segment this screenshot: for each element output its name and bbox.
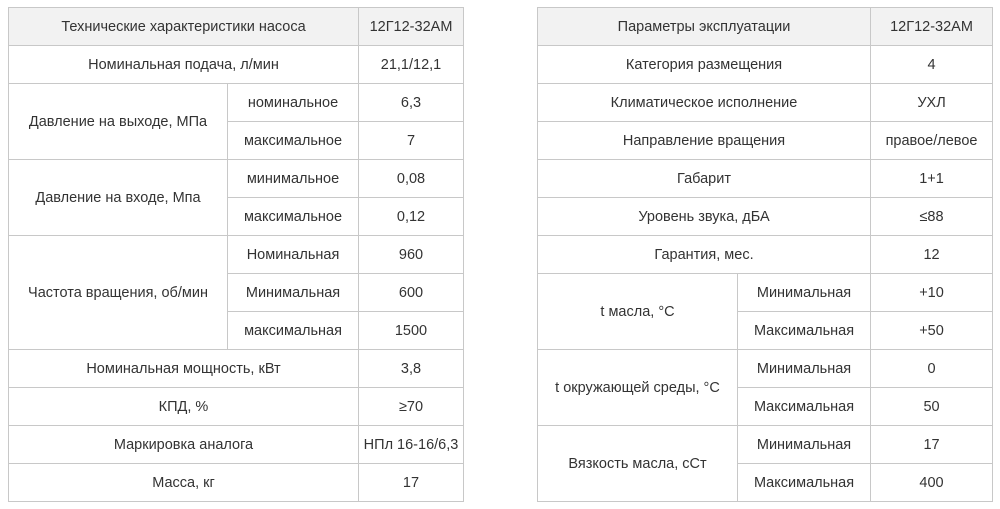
row-value: 21,1/12,1 — [359, 46, 464, 84]
sub-label: Минимальная — [228, 274, 359, 312]
sub-label: максимальная — [228, 312, 359, 350]
table-row — [9, 160, 464, 198]
row-value: ≤88 — [871, 198, 993, 236]
table-row — [9, 426, 464, 464]
header-model: 12Г12-32АМ — [359, 8, 464, 46]
group-label: Частота вращения, об/мин — [9, 236, 228, 350]
row-value: УХЛ — [871, 84, 993, 122]
row-value: 1500 — [359, 312, 464, 350]
row-value: НПл 16-16/6,3 — [359, 426, 464, 464]
table-row — [538, 350, 993, 388]
row-value: 3,8 — [359, 350, 464, 388]
sub-label: Минимальная — [738, 350, 871, 388]
table-row — [9, 388, 464, 426]
row-value: 400 — [871, 464, 993, 502]
row-value: 12 — [871, 236, 993, 274]
row-value: 17 — [359, 464, 464, 502]
group-label: Вязкость масла, сСт — [538, 426, 738, 502]
sub-label: Максимальная — [738, 464, 871, 502]
row-value: 50 — [871, 388, 993, 426]
sub-label: максимальное — [228, 122, 359, 160]
table-row — [538, 274, 993, 312]
row-label: Уровень звука, дБА — [538, 198, 871, 236]
row-value: 0,12 — [359, 198, 464, 236]
row-value: +50 — [871, 312, 993, 350]
table-row — [538, 198, 993, 236]
sub-label: максимальное — [228, 198, 359, 236]
table-header-row — [9, 8, 464, 46]
operation-params-table — [537, 7, 993, 502]
table-row — [9, 46, 464, 84]
row-value: 17 — [871, 426, 993, 464]
row-label: Номинальная подача, л/мин — [9, 46, 359, 84]
row-label: Гарантия, мес. — [538, 236, 871, 274]
table-row — [538, 46, 993, 84]
sub-label: Минимальная — [738, 426, 871, 464]
sub-label: минимальное — [228, 160, 359, 198]
row-value: 4 — [871, 46, 993, 84]
table-row — [538, 160, 993, 198]
header-model: 12Г12-32АМ — [871, 8, 993, 46]
row-label: КПД, % — [9, 388, 359, 426]
table-header-row — [538, 8, 993, 46]
table-row — [538, 122, 993, 160]
table-row — [9, 464, 464, 502]
group-label: t окружающей среды, °С — [538, 350, 738, 426]
sub-label: Минимальная — [738, 274, 871, 312]
group-label: t масла, °С — [538, 274, 738, 350]
row-value: 0,08 — [359, 160, 464, 198]
row-label: Номинальная мощность, кВт — [9, 350, 359, 388]
row-value: 600 — [359, 274, 464, 312]
row-label: Направление вращения — [538, 122, 871, 160]
row-value: 960 — [359, 236, 464, 274]
row-label: Климатическое исполнение — [538, 84, 871, 122]
table-row — [538, 426, 993, 464]
header-param: Технические характеристики насоса — [9, 8, 359, 46]
row-value: правое/левое — [871, 122, 993, 160]
table-row — [9, 84, 464, 122]
row-value: 0 — [871, 350, 993, 388]
row-value: 1+1 — [871, 160, 993, 198]
header-param: Параметры эксплуатации — [538, 8, 871, 46]
row-value: 7 — [359, 122, 464, 160]
sub-label: номинальное — [228, 84, 359, 122]
sub-label: Максимальная — [738, 388, 871, 426]
table-row — [538, 84, 993, 122]
row-label: Маркировка аналога — [9, 426, 359, 464]
row-label: Масса, кг — [9, 464, 359, 502]
row-value: 6,3 — [359, 84, 464, 122]
table-row — [538, 236, 993, 274]
group-label: Давление на входе, Мпа — [9, 160, 228, 236]
row-label: Габарит — [538, 160, 871, 198]
table-row — [9, 350, 464, 388]
row-label: Категория размещения — [538, 46, 871, 84]
row-value: ≥70 — [359, 388, 464, 426]
group-label: Давление на выходе, МПа — [9, 84, 228, 160]
sub-label: Максимальная — [738, 312, 871, 350]
table-row — [9, 236, 464, 274]
sub-label: Номинальная — [228, 236, 359, 274]
pump-specs-table — [8, 7, 464, 502]
row-value: +10 — [871, 274, 993, 312]
